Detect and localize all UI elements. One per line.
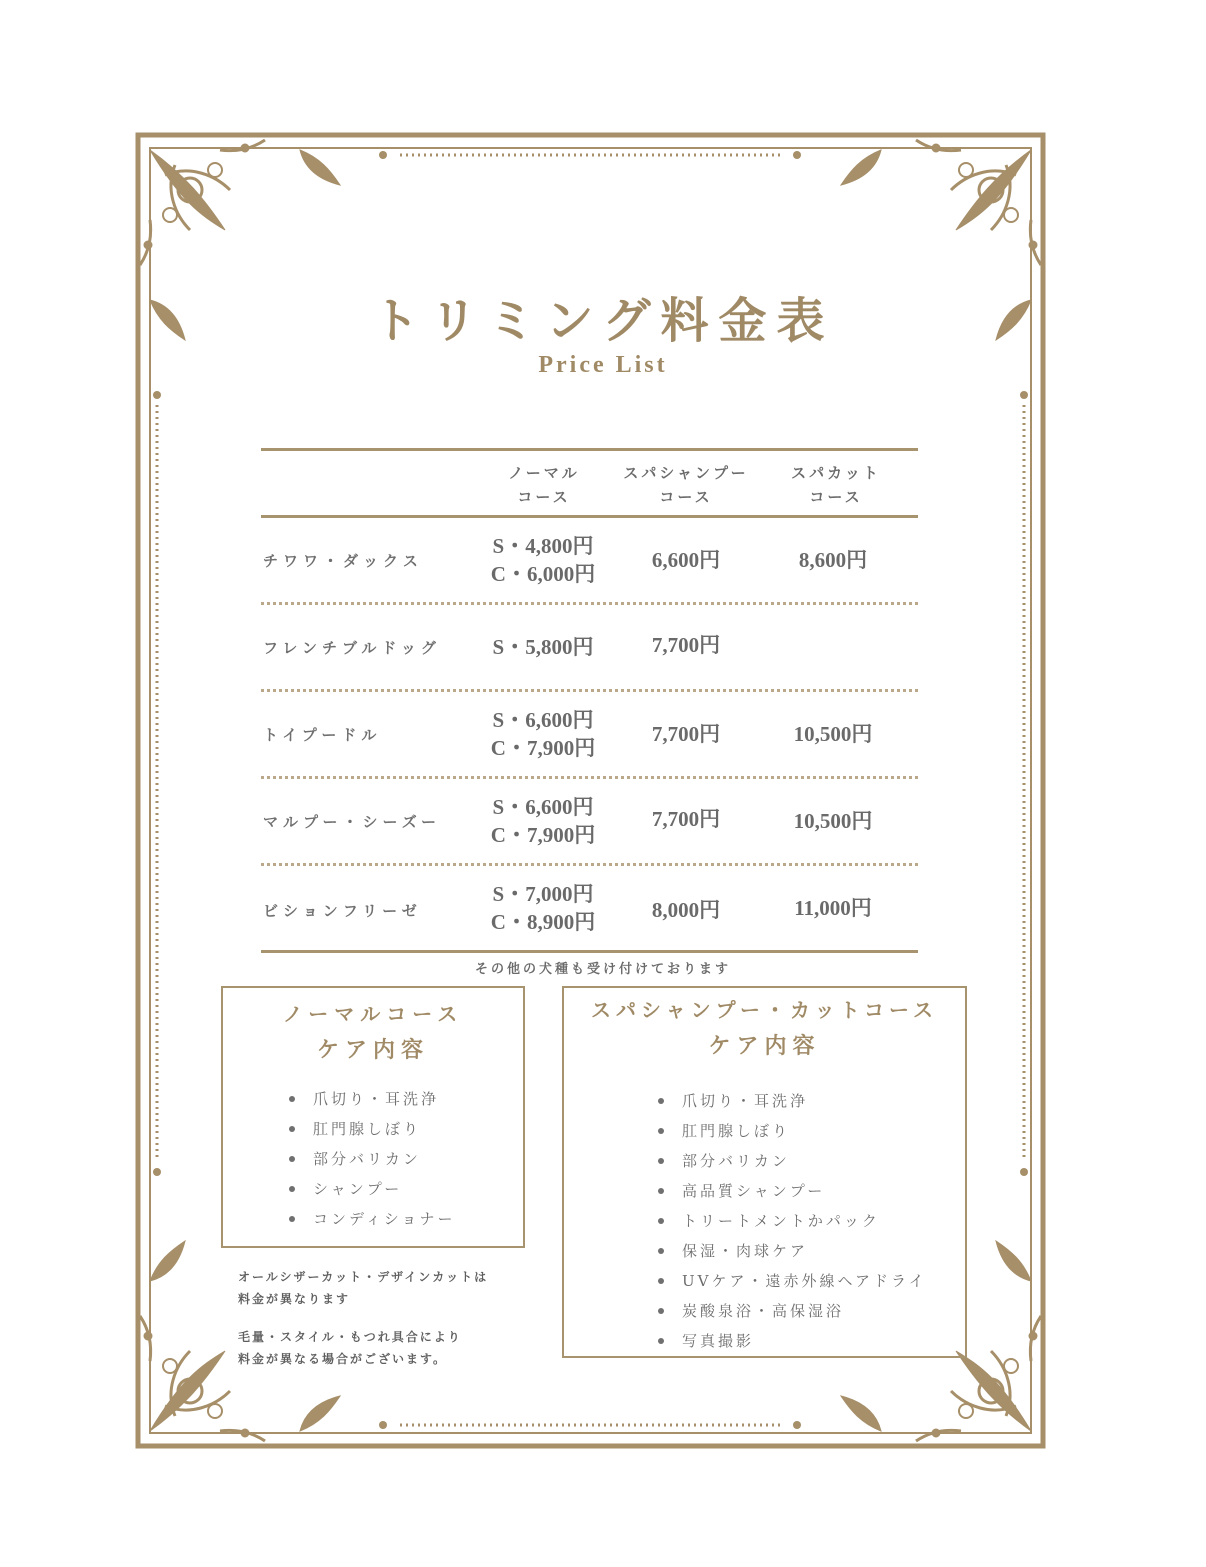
price-normal-c: C・6,000円 bbox=[490, 562, 596, 586]
bullet-icon bbox=[658, 1308, 664, 1314]
bullet-icon bbox=[289, 1216, 295, 1222]
list-item-label: 肛門腺しぼり bbox=[682, 1122, 791, 1140]
normal-course-list bbox=[289, 1084, 523, 1234]
list-item-label: 肛門腺しぼり bbox=[313, 1120, 422, 1138]
list-item-label: シャンプー bbox=[313, 1180, 403, 1198]
list-item bbox=[289, 1174, 523, 1204]
list-item bbox=[658, 1176, 965, 1206]
list-item bbox=[289, 1084, 523, 1114]
bullet-icon bbox=[658, 1248, 664, 1254]
list-item bbox=[658, 1206, 965, 1236]
list-item-label: UVケア・遠赤外線ヘアドライ bbox=[682, 1272, 927, 1290]
list-item bbox=[658, 1116, 965, 1146]
price-table bbox=[261, 448, 918, 953]
column-header-normal-line1: ノーマル bbox=[508, 464, 580, 482]
price-normal bbox=[473, 880, 613, 936]
bullet-icon bbox=[289, 1096, 295, 1102]
table-row bbox=[261, 866, 918, 950]
breed-name: チワワ・ダックス bbox=[263, 552, 423, 570]
spa-course-subtitle: ケア内容 bbox=[708, 1033, 821, 1059]
bullet-icon bbox=[289, 1156, 295, 1162]
scissor-cut-note-line1: オールシザーカット・デザインカットは bbox=[238, 1270, 489, 1284]
list-item bbox=[658, 1266, 965, 1296]
price-normal-c: C・7,900円 bbox=[490, 823, 596, 847]
list-item-label: 部分バリカン bbox=[682, 1152, 790, 1170]
breed-name: フレンチブルドッグ bbox=[263, 639, 441, 657]
column-header-normal-line2: コース bbox=[517, 488, 571, 506]
price-normal bbox=[473, 706, 613, 762]
list-item-label: 保湿・肉球ケア bbox=[682, 1242, 809, 1260]
scissor-cut-note-line2: 料金が異なります bbox=[238, 1292, 351, 1306]
price-normal-s: S・5,800円 bbox=[492, 635, 594, 659]
bullet-icon bbox=[658, 1338, 664, 1344]
breed-name: マルプー・シーズー bbox=[263, 813, 442, 831]
bullet-icon bbox=[289, 1186, 295, 1192]
price-normal bbox=[473, 532, 613, 588]
price-spa-shampoo: 7,700円 bbox=[651, 722, 721, 746]
spa-course-title: スパシャンプー・カットコース bbox=[591, 998, 938, 1022]
table-row bbox=[261, 518, 918, 602]
normal-course-care-box bbox=[221, 986, 525, 1248]
bullet-icon bbox=[658, 1158, 664, 1164]
price-spa-cut: 11,000円 bbox=[794, 896, 872, 920]
page-subtitle: Price List bbox=[538, 352, 668, 378]
table-bottom-rule bbox=[261, 950, 918, 953]
price-normal-c: C・7,900円 bbox=[490, 736, 596, 760]
column-header-spa-cut bbox=[766, 461, 906, 509]
table-row bbox=[261, 779, 918, 863]
list-item-label: トリートメントかパック bbox=[682, 1212, 880, 1230]
column-header-spa-cut-line1: スパカット bbox=[791, 464, 881, 482]
bullet-icon bbox=[658, 1128, 664, 1134]
bullet-icon bbox=[289, 1126, 295, 1132]
column-header-normal bbox=[479, 461, 609, 509]
price-spa-shampoo: 8,000円 bbox=[651, 898, 721, 922]
other-breeds-note: その他の犬種も受け付けております bbox=[474, 962, 731, 977]
list-item bbox=[658, 1326, 965, 1356]
coat-condition-note-line1: 毛量・スタイル・もつれ具合により bbox=[238, 1330, 462, 1344]
list-item bbox=[289, 1144, 523, 1174]
bullet-icon bbox=[658, 1188, 664, 1194]
list-item-label: 高品質シャンプー bbox=[682, 1182, 826, 1200]
price-normal bbox=[473, 793, 613, 849]
spa-course-care-box bbox=[562, 986, 967, 1358]
scissor-cut-note bbox=[238, 1266, 488, 1310]
spa-course-list bbox=[658, 1086, 965, 1356]
bullet-icon bbox=[658, 1218, 664, 1224]
list-item-label: コンディショナー bbox=[313, 1210, 456, 1228]
column-header-spa-shampoo-line2: コース bbox=[659, 488, 713, 506]
price-spa-cut: 10,500円 bbox=[793, 722, 873, 746]
list-item-label: 写真撮影 bbox=[682, 1332, 755, 1350]
list-item-label: 部分バリカン bbox=[313, 1150, 421, 1168]
price-spa-shampoo: 7,700円 bbox=[651, 807, 721, 831]
price-normal bbox=[473, 633, 613, 661]
normal-course-subtitle: ケア内容 bbox=[316, 1037, 429, 1063]
list-item bbox=[658, 1146, 965, 1176]
list-item bbox=[658, 1236, 965, 1266]
breed-name: トイプードル bbox=[263, 726, 382, 744]
list-item-label: 爪切り・耳洗浄 bbox=[682, 1092, 809, 1110]
page-title: トリミング料金表 bbox=[371, 293, 835, 349]
price-normal-s: S・7,000円 bbox=[492, 882, 594, 906]
list-item bbox=[658, 1086, 965, 1116]
list-item-label: 炭酸泉浴・高保湿浴 bbox=[682, 1302, 845, 1320]
price-normal-c: C・8,900円 bbox=[490, 910, 596, 934]
price-normal-s: S・6,600円 bbox=[492, 795, 594, 819]
price-spa-shampoo: 6,600円 bbox=[651, 548, 721, 572]
bullet-icon bbox=[658, 1098, 664, 1104]
list-item bbox=[289, 1204, 523, 1234]
breed-name: ビションフリーゼ bbox=[263, 902, 422, 920]
column-header-spa-shampoo-line1: スパシャンプー bbox=[623, 464, 749, 482]
list-item bbox=[289, 1114, 523, 1144]
price-spa-cut: 8,600円 bbox=[798, 548, 868, 572]
price-spa-cut: 10,500円 bbox=[793, 809, 873, 833]
normal-course-title: ノーマルコース bbox=[282, 1002, 464, 1026]
price-normal-s: S・4,800円 bbox=[492, 534, 594, 558]
price-normal-s: S・6,600円 bbox=[492, 708, 594, 732]
bullet-icon bbox=[658, 1278, 664, 1284]
table-row bbox=[261, 692, 918, 776]
list-item bbox=[658, 1296, 965, 1326]
column-header-spa-cut-line2: コース bbox=[809, 488, 863, 506]
price-spa-shampoo: 7,700円 bbox=[651, 633, 721, 657]
list-item-label: 爪切り・耳洗浄 bbox=[313, 1090, 440, 1108]
table-header-row bbox=[261, 451, 918, 515]
coat-condition-note bbox=[238, 1326, 462, 1370]
table-row bbox=[261, 605, 918, 689]
coat-condition-note-line2: 料金が異なる場合がございます。 bbox=[238, 1352, 448, 1366]
column-header-spa-shampoo bbox=[611, 461, 761, 509]
